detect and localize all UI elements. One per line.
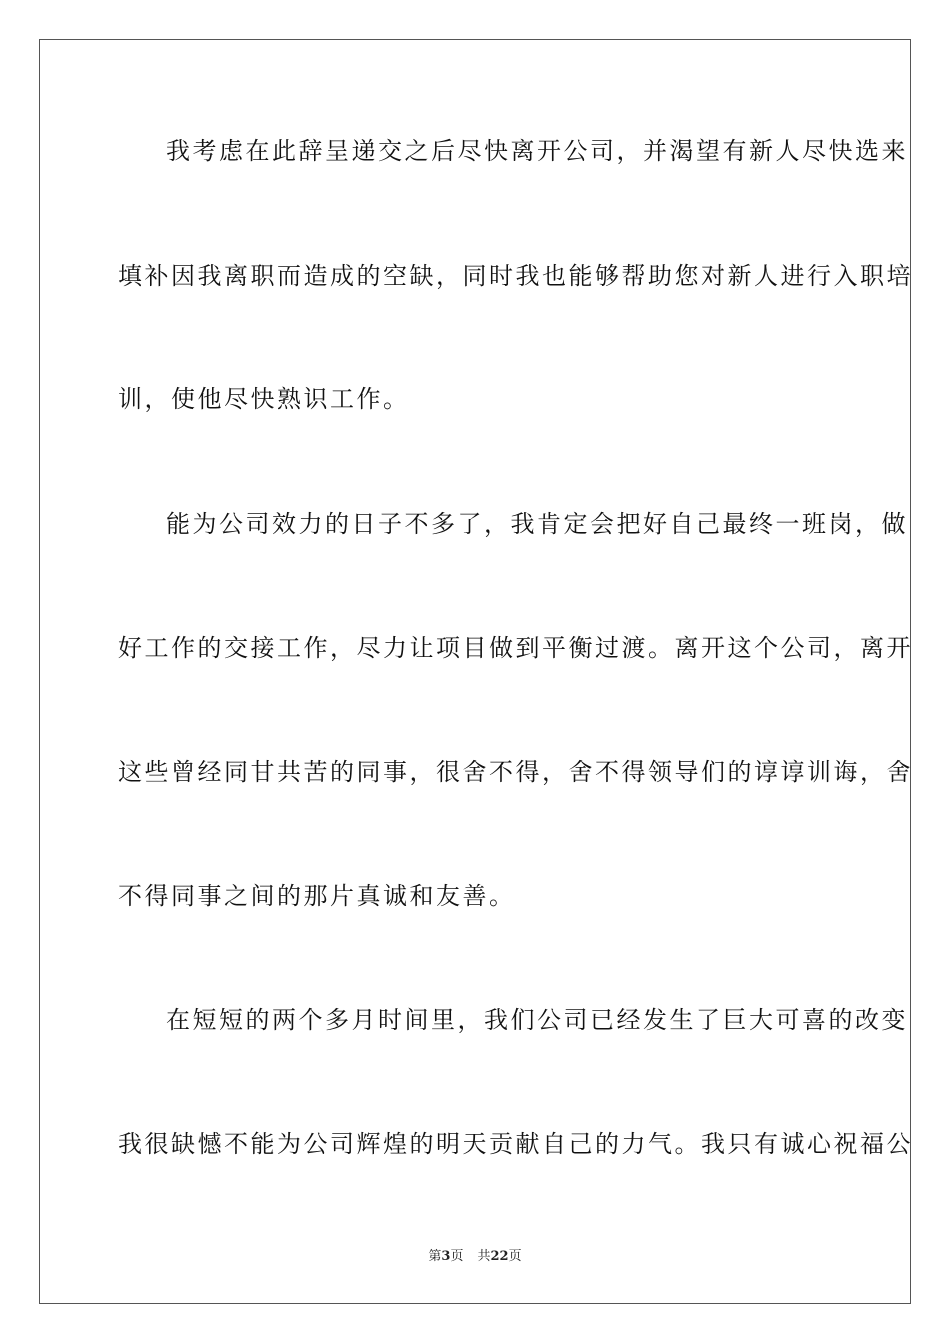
page-border [39,39,911,1304]
paragraph-3-line-2: 我很缺憾不能为公司辉煌的明天贡献自己的力气。我只有诚心祝福公 [118,1130,913,1158]
paragraph-1-line-1: 我考虑在此辞呈递交之后尽快离开公司，并渴望有新人尽快选来 [166,137,908,165]
paragraph-1-line-2: 填补因我离职而造成的空缺，同时我也能够帮助您对新人进行入职培 [118,262,913,290]
paragraph-3-line-1: 在短短的两个多月时间里，我们公司已经发生了巨大可喜的改变 [166,1006,908,1034]
footer-total-prefix: 共 [477,1249,491,1264]
footer-total-suffix: 页 [508,1249,522,1264]
footer-page-suffix: 页 [450,1249,464,1264]
footer-page-prefix: 第 [428,1249,442,1264]
paragraph-1-line-3: 训，使他尽快熟识工作。 [118,385,410,413]
paragraph-2-line-3: 这些曾经同甘共苦的同事，很舍不得，舍不得领导们的谆谆训诲，舍 [118,758,913,786]
page-footer [0,1248,950,1266]
footer-total-pages: 22 [490,1249,509,1264]
paragraph-2-line-1: 能为公司效力的日子不多了，我肯定会把好自己最终一班岗，做 [166,510,908,538]
paragraph-2-line-4: 不得同事之间的那片真诚和友善。 [118,882,516,910]
footer-page-number: 3 [441,1249,451,1264]
paragraph-2-line-2: 好工作的交接工作，尽力让项目做到平衡过渡。离开这个公司，离开 [118,634,913,662]
